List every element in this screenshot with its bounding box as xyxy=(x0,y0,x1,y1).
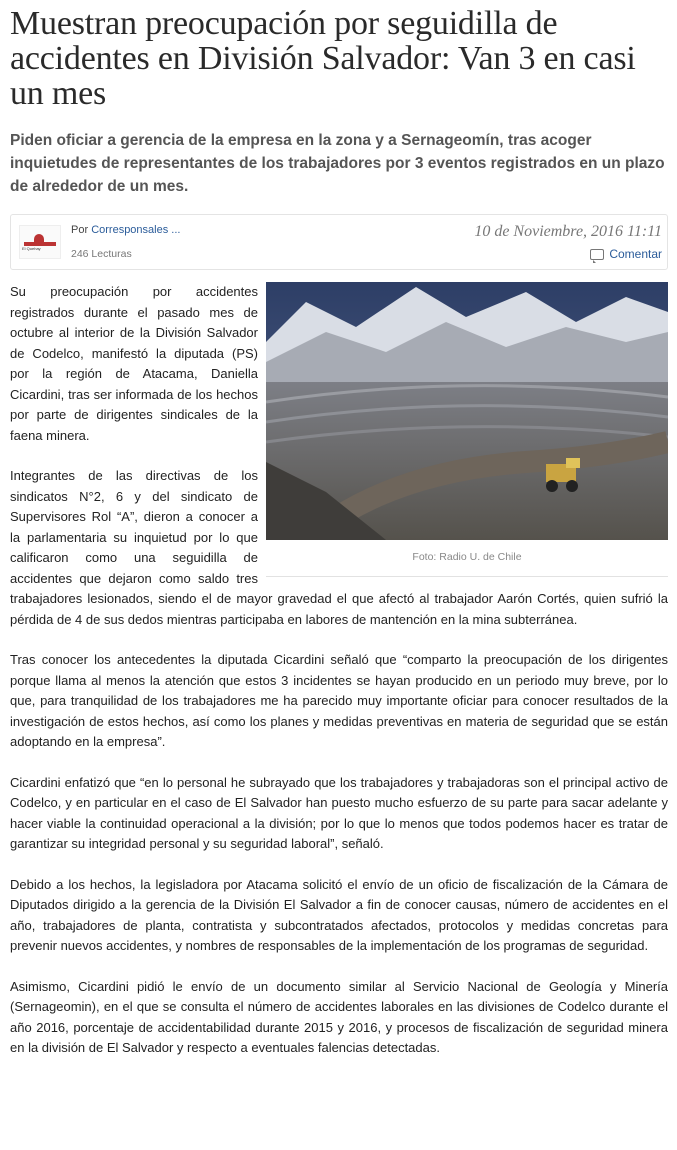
article-meta xyxy=(10,214,668,270)
paragraph: Integrantes de las directivas de los sindicatos N°2, 6 y del sindicato de Supervisores Rol “A”, dieron a conocer a la parlamentaria su inquietud por lo que calificaron como una seguidilla de accidentes que dejaron como saldo tres trabajadores lesionados, siendo el de mayor gravedad el que afectó al trabajador Aarón Cortés, quien sufrió la pérdida de 4 de sus dedos mientras participaba en labores de mantención en la mina subterránea. xyxy=(10,468,668,627)
read-count: 246 Lecturas xyxy=(71,248,132,260)
article-body xyxy=(10,282,668,1059)
author-link[interactable]: Corresponsales ... xyxy=(91,224,181,236)
mine-photo xyxy=(266,282,668,540)
paragraph: Debido a los hechos, la legisladora por Atacama solicitó el envío de un oficio de fiscalización de la Cámara de Diputados dirigido a la gerencia de la División El Salvador a fin de conocer causas, número de accidentes en el año, trabajadores de planta, contratista y subcontratados afectados, protocolos y medidas concretas para prevenir nuevos accidentes, y nombres de responsables de la implementación de los programas de seguridad. xyxy=(10,876,668,953)
paragraph: Tras conocer los antecedentes la diputada Cicardini señaló que “comparto la preocupación de los dirigentes porque llama al menos la atención que estos 3 incidentes se hayan producido en un periodo muy breve, por lo que, para tranquilidad de los trabajadores me ha parecido muy importante oficiar para conocer resultados de la investigación de estos hechos, así como los planes y medidas preventivas en materia de seguridad que se están adoptando en la empresa”. xyxy=(10,652,668,749)
comment-icon xyxy=(590,249,604,260)
photo-caption: Foto: Radio U. de Chile xyxy=(266,540,668,577)
logo-text: El Quehay xyxy=(22,246,41,251)
paragraph: Su preocupación por accidentes registrados durante el pasado mes de octubre al interior de la División Salvador de Codelco, manifestó la diputada (PS) por la región de Atacama, Daniella Cicardini, tras ser informada de los hechos por parte de dirigentes sindicales de la faena minera. xyxy=(10,284,258,443)
article xyxy=(10,0,668,1079)
publish-date: 10 de Noviembre, 2016 11:11 xyxy=(474,223,662,240)
author-line xyxy=(71,224,180,236)
article-figure xyxy=(266,282,668,577)
comment-button[interactable] xyxy=(590,247,662,261)
article-lead: Piden oficiar a gerencia de la empresa en la zona y a Sernageomín, tras acoger inquietudes de representantes de los trabajadores por 3 eventos registrados en un plazo de alrededor de un mes. xyxy=(10,132,665,195)
comment-label: Comentar xyxy=(609,247,662,261)
author-logo xyxy=(19,225,61,259)
author-by-label: Por xyxy=(71,224,89,236)
article-title: Muestran preocupación por seguidilla de accidentes en División Salvador: Van 3 en casi un mes xyxy=(10,5,636,112)
paragraph: Cicardini enfatizó que “en lo personal he subrayado que los trabajadores y trabajadoras son el principal activo de Codelco, y en particular en el caso de El Salvador han puesto mucho esfuerzo de su parte para sacar adelante y hacer viable la continuidad operacional a la división; por lo que lo menos que todos podemos hacer es tratar de garantizar su integridad personal y su seguridad laboral”, señaló. xyxy=(10,774,668,851)
paragraph: Asimismo, Cicardini pidió le envío de un documento similar al Servicio Nacional de Geología y Minería (Sernageomin), en el que se consulta el número de accidentes laborales en las divisiones de Codelco durante el año 2016, porcentaje de accidentabilidad durante 2015 y 2016, y procesos de fiscalización de seguridad minera en la división de El Salvador y respecto a eventuales falencias detectadas. xyxy=(10,978,668,1055)
